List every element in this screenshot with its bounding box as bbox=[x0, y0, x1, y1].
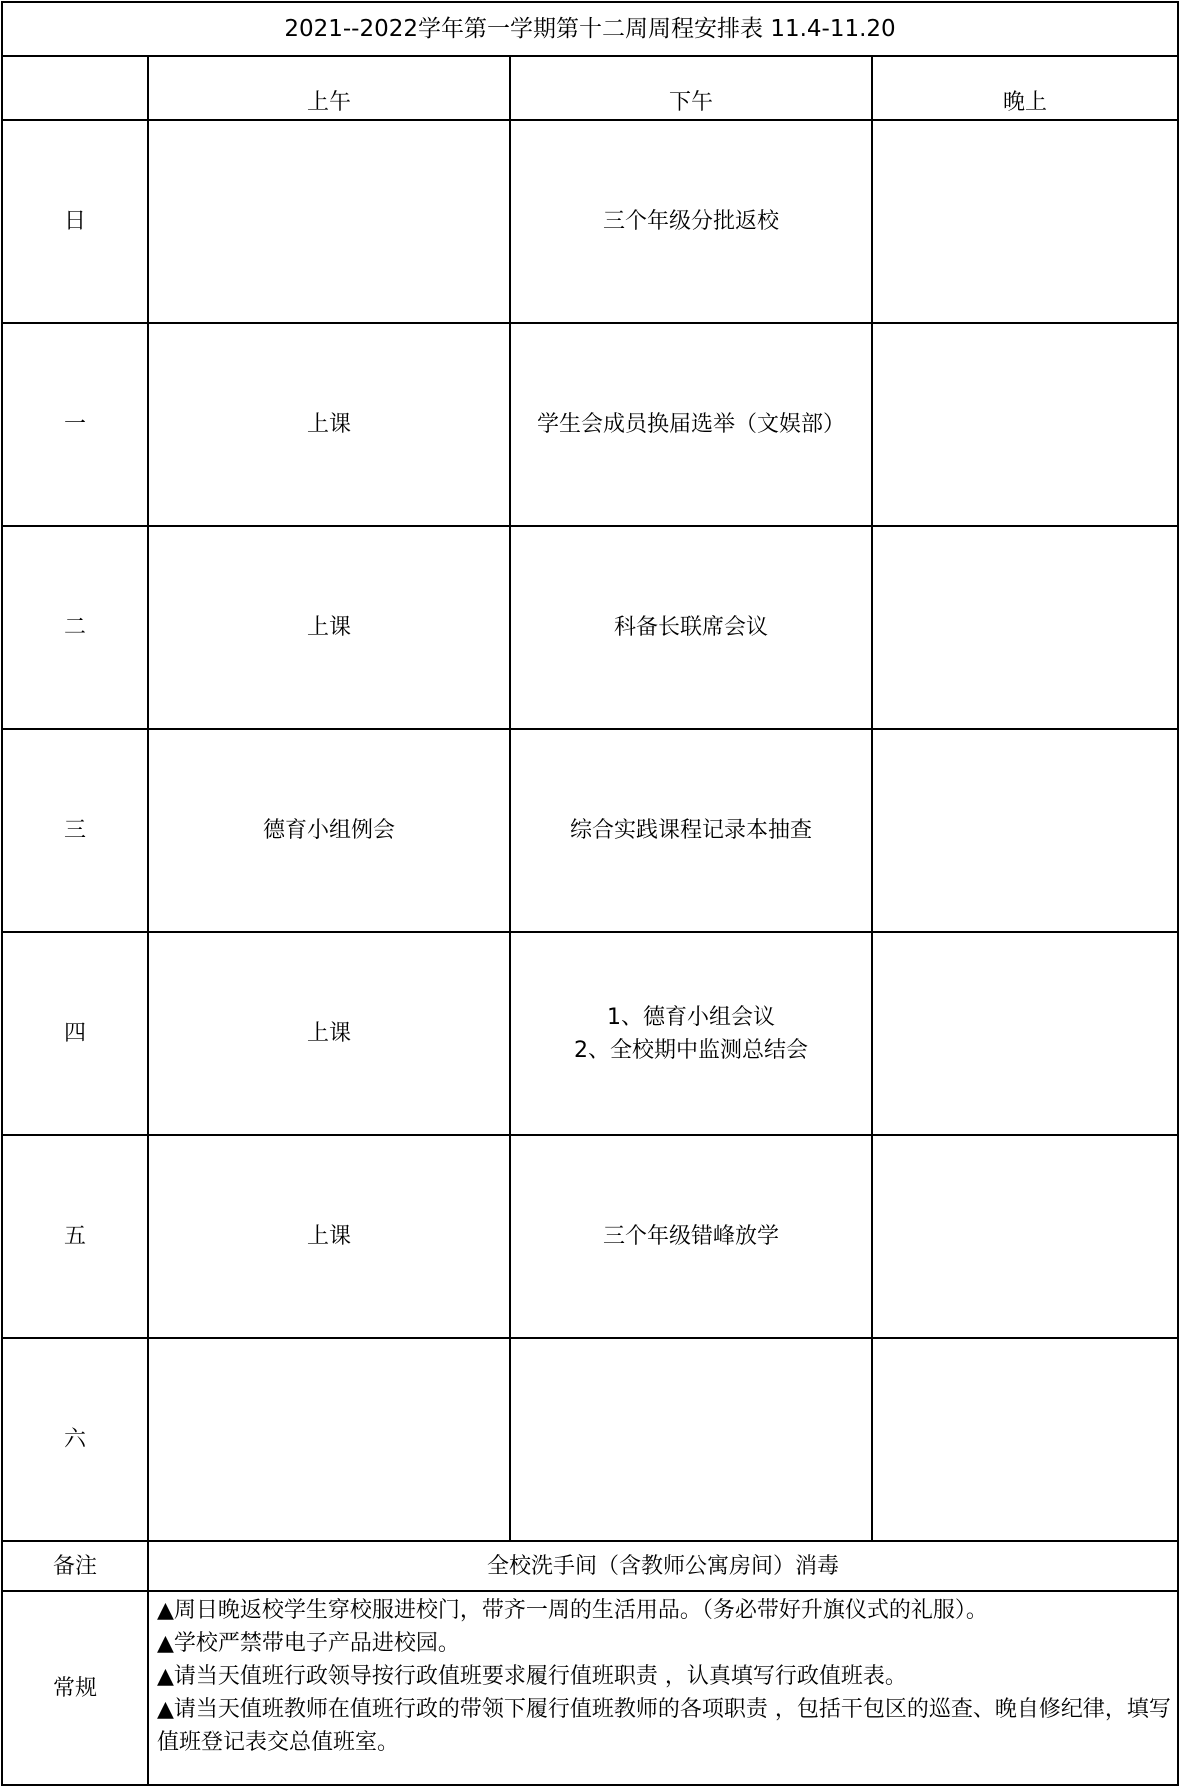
day-label: 六 bbox=[2, 1338, 148, 1541]
day-row-sunday bbox=[2, 120, 1178, 323]
morning-cell: 上课 bbox=[148, 1135, 510, 1338]
evening-cell bbox=[872, 1135, 1178, 1338]
schedule-title: 2021--2022学年第一学期第十二周周程安排表 11.4-11.20 bbox=[2, 2, 1178, 56]
day-row-monday bbox=[2, 323, 1178, 526]
evening-cell bbox=[872, 932, 1178, 1135]
notes-label: 备注 bbox=[2, 1541, 148, 1591]
morning-cell: 德育小组例会 bbox=[148, 729, 510, 932]
header-blank bbox=[2, 56, 148, 120]
weekly-schedule-table bbox=[1, 1, 1179, 1786]
header-morning: 上午 bbox=[148, 56, 510, 120]
rule-item: ▲请当天值班行政领导按行政值班要求履行值班职责 ，认真填写行政值班表。 bbox=[157, 1664, 907, 1689]
morning-cell bbox=[148, 120, 510, 323]
evening-cell bbox=[872, 120, 1178, 323]
day-label: 二 bbox=[2, 526, 148, 729]
header-afternoon: 下午 bbox=[510, 56, 872, 120]
morning-cell: 上课 bbox=[148, 932, 510, 1135]
afternoon-cell bbox=[510, 120, 872, 323]
afternoon-item: 综合实践课程记录本抽查 bbox=[569, 818, 812, 843]
day-label: 一 bbox=[2, 323, 148, 526]
day-row-thursday bbox=[2, 932, 1178, 1135]
morning-cell bbox=[148, 1338, 510, 1541]
afternoon-cell bbox=[510, 1135, 872, 1338]
afternoon-cell bbox=[510, 932, 872, 1135]
rule-item: ▲学校严禁带电子产品进校园。 bbox=[157, 1631, 460, 1656]
evening-cell bbox=[872, 1338, 1178, 1541]
afternoon-item: 三个年级错峰放学 bbox=[602, 1224, 779, 1249]
afternoon-item: 2、全校期中监测总结会 bbox=[574, 1037, 808, 1063]
day-row-wednesday bbox=[2, 729, 1178, 932]
morning-cell: 上课 bbox=[148, 323, 510, 526]
notes-row bbox=[2, 1541, 1178, 1591]
evening-cell bbox=[872, 323, 1178, 526]
afternoon-cell bbox=[510, 729, 872, 932]
rule-item: ▲周日晚返校学生穿校服进校门，带齐一周的生活用品。（务必带好升旗仪式的礼服）。 bbox=[157, 1598, 988, 1623]
day-label: 五 bbox=[2, 1135, 148, 1338]
rules-row bbox=[2, 1591, 1178, 1785]
evening-cell bbox=[872, 526, 1178, 729]
afternoon-item: 科备长联席会议 bbox=[613, 615, 768, 640]
morning-cell: 上课 bbox=[148, 526, 510, 729]
day-row-saturday bbox=[2, 1338, 1178, 1541]
notes-text: 全校洗手间（含教师公寓房间）消毒 bbox=[148, 1541, 1178, 1591]
title-row bbox=[2, 2, 1178, 56]
day-label: 四 bbox=[2, 932, 148, 1135]
evening-cell bbox=[872, 729, 1178, 932]
header-row bbox=[2, 56, 1178, 120]
afternoon-item: 学生会成员换届选举（文娱部） bbox=[536, 412, 845, 437]
afternoon-cell bbox=[510, 1338, 872, 1541]
day-row-friday bbox=[2, 1135, 1178, 1338]
afternoon-cell bbox=[510, 323, 872, 526]
rule-item: ▲请当天值班教师在值班行政的带领下履行值班教师的各项职责 ，包括干包区的巡查、晚自修纪律，填写值班登记表交总值班室。 bbox=[157, 1697, 1171, 1755]
afternoon-cell bbox=[510, 526, 872, 729]
afternoon-item: 1、德育小组会议 bbox=[607, 1004, 775, 1030]
day-label: 日 bbox=[2, 120, 148, 323]
rules-text bbox=[148, 1591, 1178, 1785]
afternoon-item: 三个年级分批返校 bbox=[602, 209, 779, 234]
day-row-tuesday bbox=[2, 526, 1178, 729]
rules-label: 常规 bbox=[2, 1591, 148, 1785]
header-evening: 晚上 bbox=[872, 56, 1178, 120]
day-label: 三 bbox=[2, 729, 148, 932]
